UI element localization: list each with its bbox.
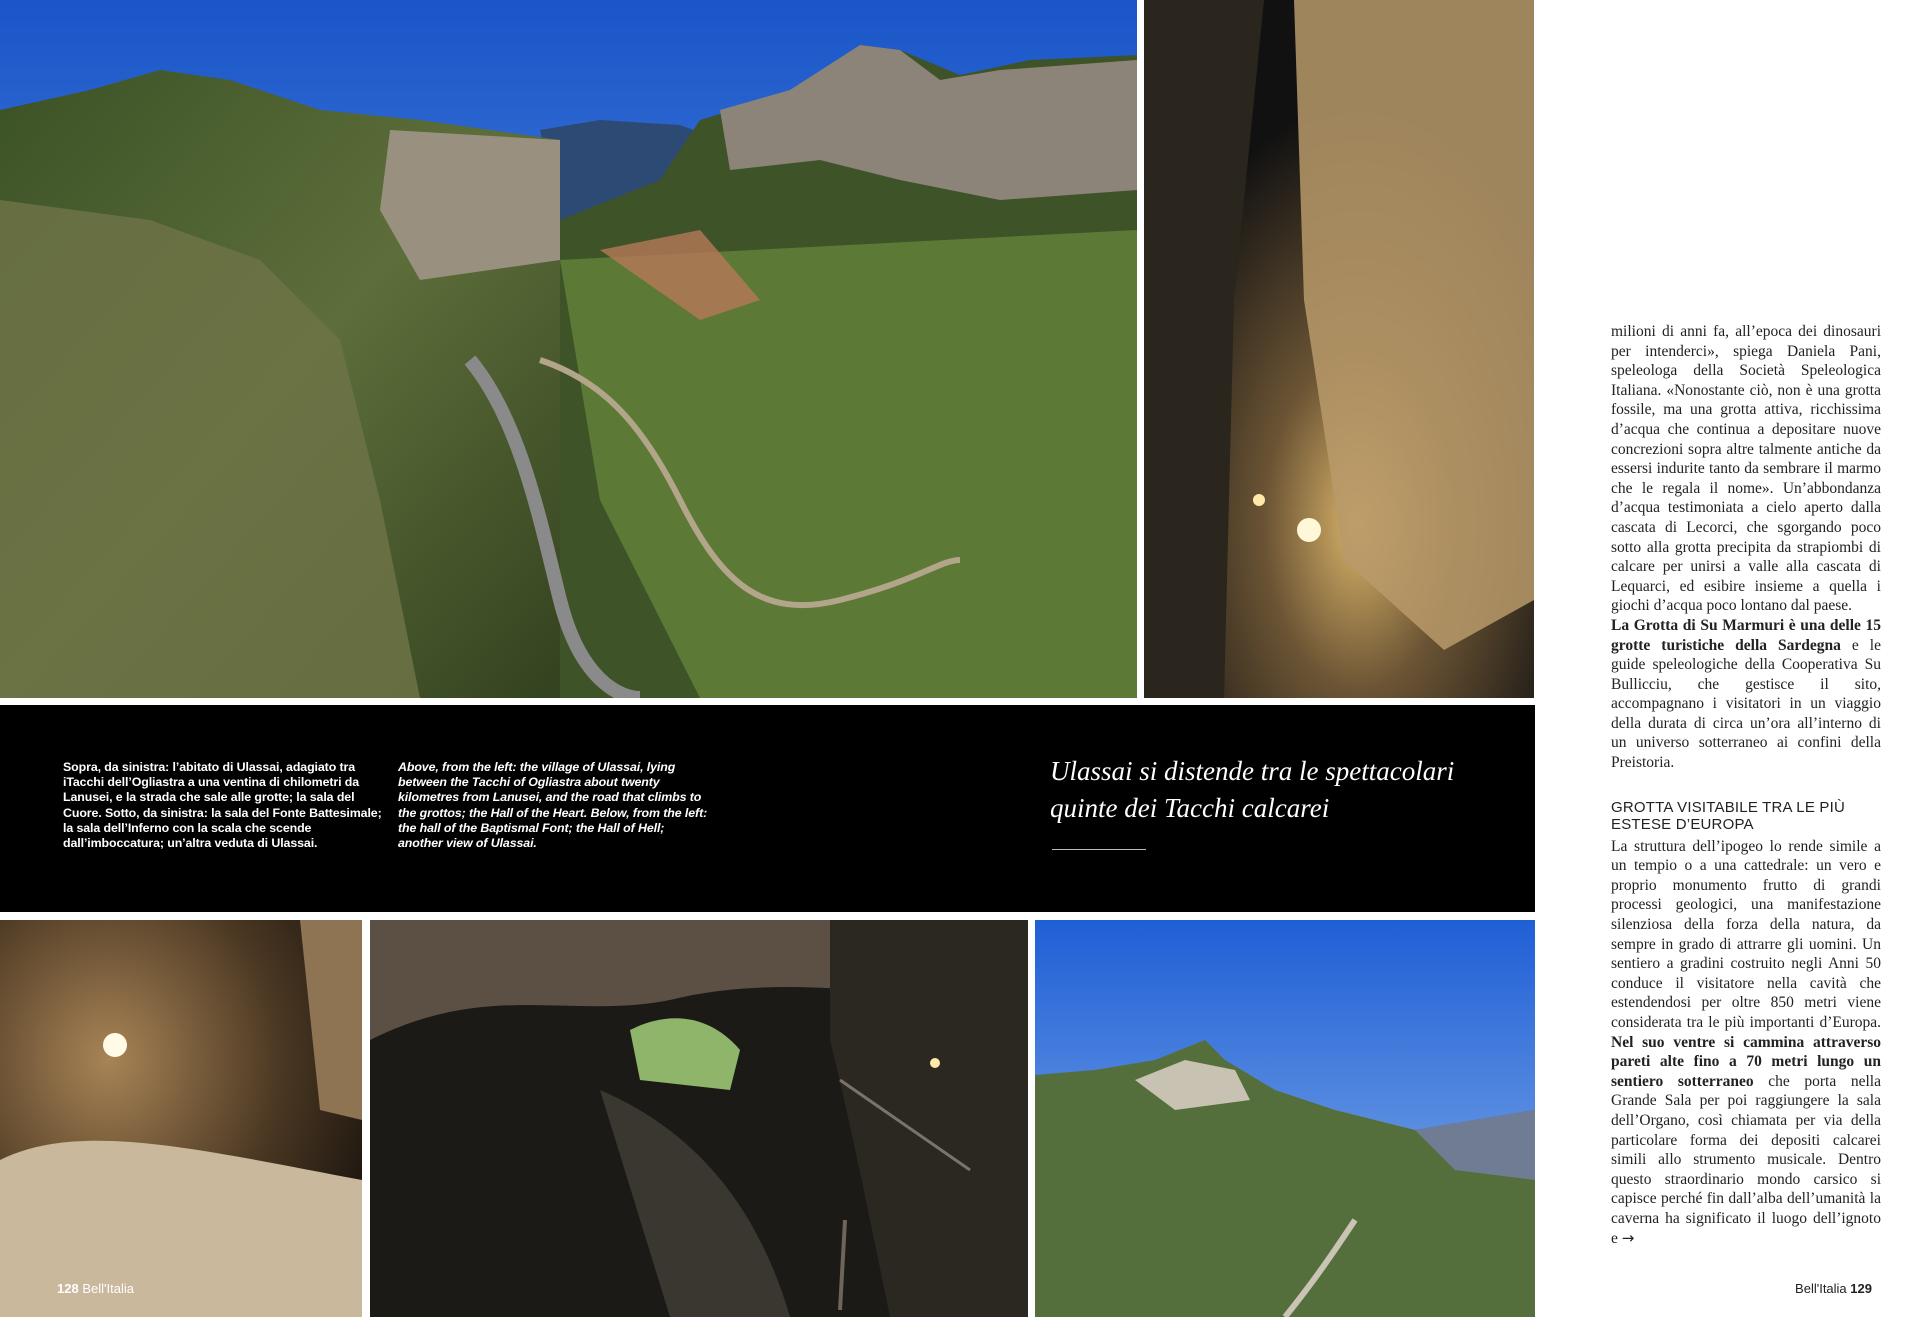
article-paragraph-2 xyxy=(1611,616,1881,773)
article-paragraph-3-rest: che porta nella Grande Sala per poi raggiungere la sala dell’Organo, così chiamata per via della particolare forma dei depositi calcarei simili allo strumento musicale. Dentro questo straordinario mondo carsico si capisce perché fin dall’alba dell’umanità la caverna ha significato il luogo dell’ignoto e xyxy=(1611,1072,1881,1247)
article-subheading: GROTTA VISITABILE TRA LE PIÙ ESTESE D’EUROPA xyxy=(1611,798,1845,833)
ulassai-valley-photo xyxy=(0,0,1137,698)
caption-band xyxy=(0,705,1535,912)
photo-caption-italian: Sopra, da sinistra: l’abitato di Ulassai, adagiato tra iTacchi dell’Ogliastra a una ventina di chilometri da Lanusei, e la strada che sale alle grotte; la sala del Cuore. Sotto, da sinistra: la sala del Fonte Battesimale; la sala dell’Inferno con la scala che scende dall’imboccatura; un’altra veduta di Ulassai. xyxy=(63,760,382,851)
article-paragraph-3-bold: Nel suo ventre si cammina attraverso pareti alte fino a 70 metri lungo un sentiero sotterraneo xyxy=(1611,1033,1881,1090)
cave-hall-of-heart-photo xyxy=(1144,0,1534,698)
article-paragraph-2-bold: La Grotta di Su Marmuri è una delle 15 grotte turistiche della Sardegna xyxy=(1611,616,1881,654)
cave-hall-of-hell-photo xyxy=(370,920,1028,1317)
pull-quote-rule xyxy=(1052,849,1146,850)
article-paragraph-2-text: e le guide speleologiche della Cooperativa Su Bullicciu, che gestisce il sito, accompagnano i visitatori in un viaggio della durata di circa un’ora all’interno di un universo sotterraneo ai confini della Preistoria. xyxy=(1611,636,1881,772)
magazine-name-right: Bell'Italia xyxy=(1795,1281,1847,1296)
page-number-right: 129 xyxy=(1850,1281,1872,1296)
article-paragraph-3 xyxy=(1611,837,1881,1248)
article-paragraph-3-text: La struttura dell’ipogeo lo rende simile a un tempio o a una cattedrale: un vero e proprio monumento frutto di grandi processi geologici, una manifestazione silenziosa della forza della natura, da sempre in grado di attrarre gli uomini. Un sentiero a gradini costruito negli Anni 50 conduce il visitatore nella cavità che estendendosi per oltre 850 metri viene considerata tra le più importanti d’Europa. xyxy=(1611,837,1881,1031)
folio-right xyxy=(1795,1281,1872,1296)
magazine-name-left: Bell'Italia xyxy=(82,1281,134,1296)
ulassai-town-view-photo xyxy=(1035,920,1535,1317)
continue-arrow-icon: → xyxy=(1621,1228,1635,1247)
pull-quote: Ulassai si distende tra le spettacolari quinte dei Tacchi calcarei xyxy=(1050,756,1455,823)
folio-left xyxy=(57,1281,134,1296)
cave-baptismal-font-photo xyxy=(0,920,362,1317)
article-column xyxy=(1611,322,1881,1248)
page-number-left: 128 xyxy=(57,1281,79,1296)
article-paragraph-1: milioni di anni fa, all’epoca dei dinosauri per intenderci», spiega Daniela Pani, speleologa della Società Speleologica Italiana. «Nonostante ciò, non è una grotta fossile, ma una grotta attiva, ricchissima d’acqua che continua a depositare nuove concrezioni sopra altre talmente antiche da essersi indurite tanto da sembrare il marmo che le regala il nome». Un’abbondanza d’acqua testimoniata a cielo aperto dalla cascata di Lecorci, che sgorgando poco sotto alla grotta precipita da strapiombi di calcare per unirsi a valle alla cascata di Lequarci, ed esibire insieme a quella i giochi d’acqua poco lontano dal paese. xyxy=(1611,323,1881,615)
photo-caption-english: Above, from the left: the village of Ulassai, lying between the Tacchi of Ogliastra about twenty kilometres from Lanusei, and the road that climbs to the grottos; the Hall of the Heart. Below, from the left: the hall of the Baptismal Font; the Hall of Hell; another view of Ulassai. xyxy=(398,760,708,851)
